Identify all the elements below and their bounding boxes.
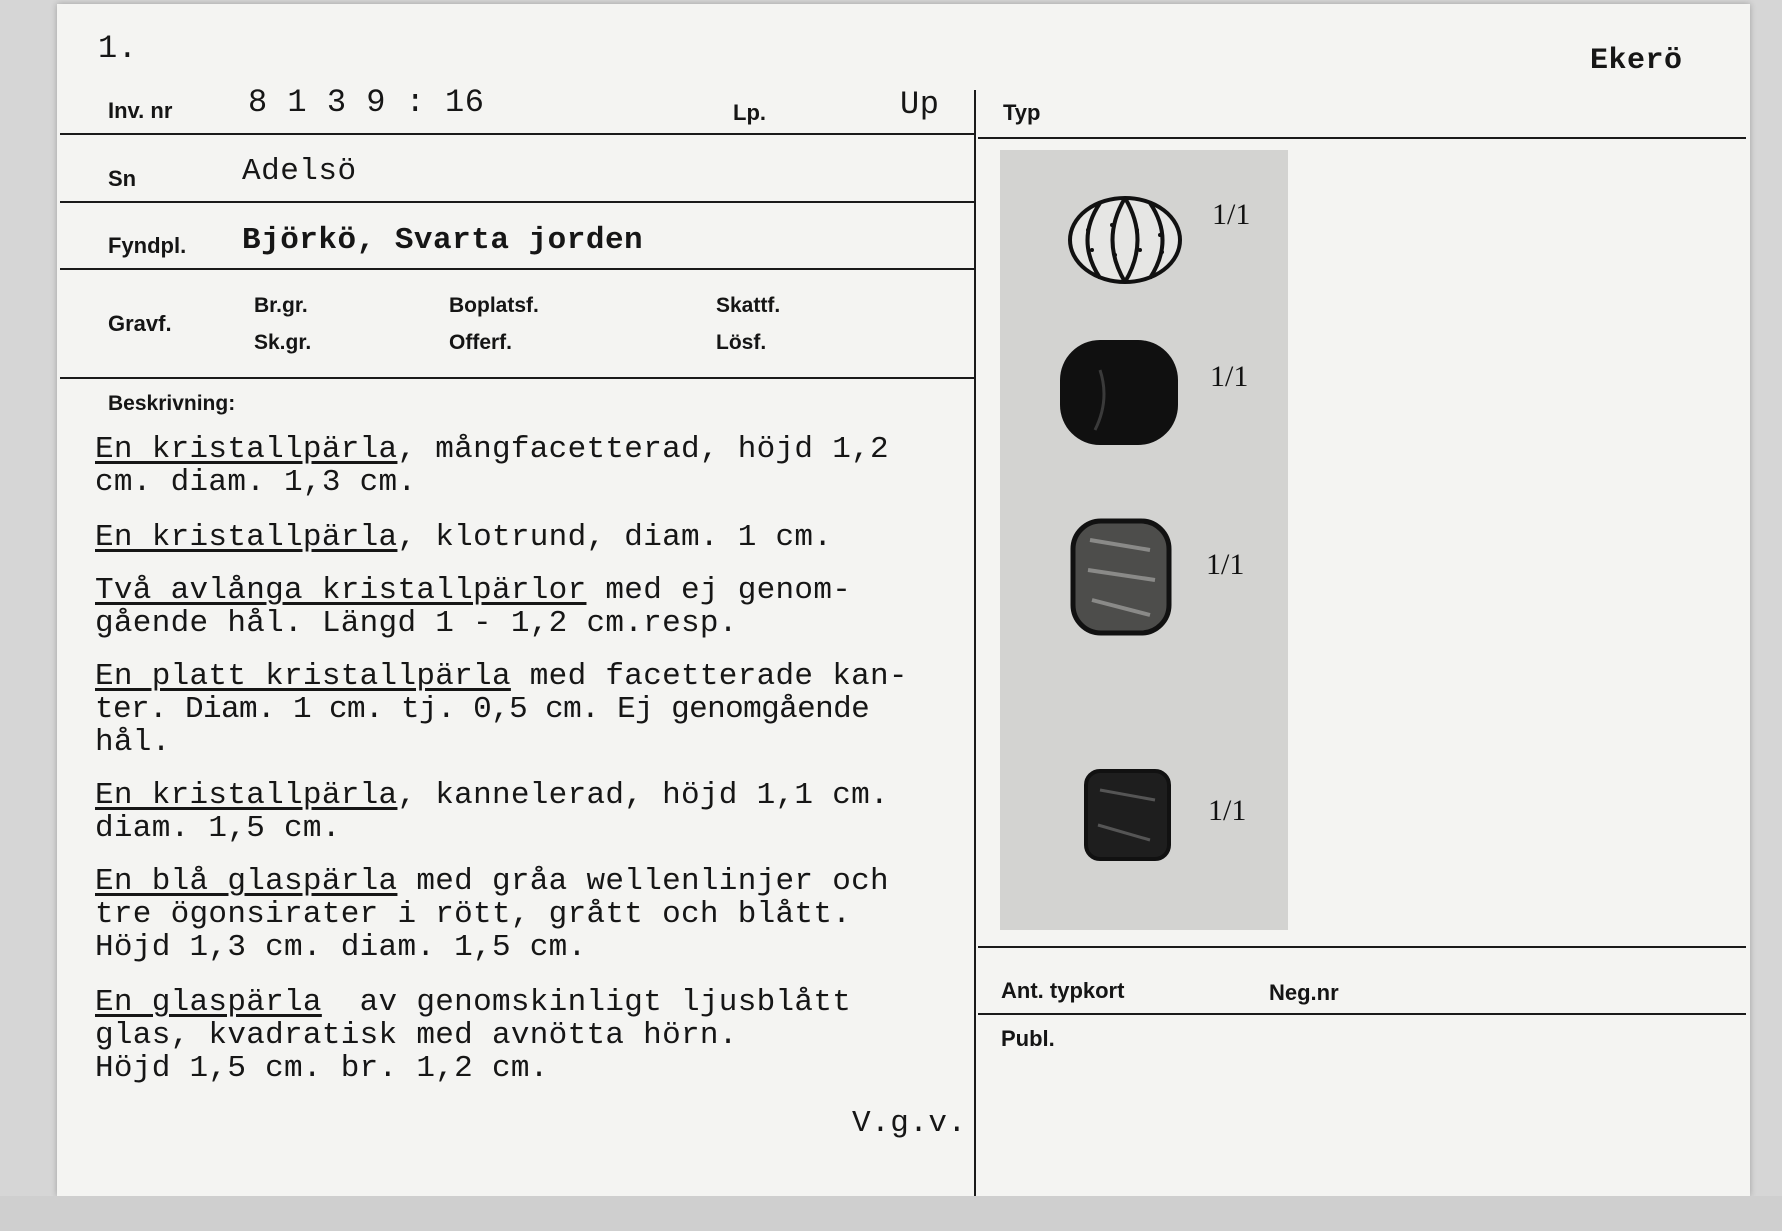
fyndpl-label: Fyndpl.	[108, 233, 187, 258]
entry-text: av genomskinligt ljusblått	[321, 985, 852, 1020]
ant-typkort-label: Ant. typkort	[1001, 978, 1125, 1003]
description-entry-4	[95, 660, 975, 759]
sk-gr-label: Sk.gr.	[254, 331, 312, 354]
entry-title: En platt kristallpärla	[95, 659, 511, 694]
entry-text: diam. 1,5 cm.	[95, 811, 341, 846]
description-entry-2	[95, 521, 975, 554]
entry-text: hål.	[95, 725, 171, 760]
description-entry-6	[95, 865, 975, 964]
scale-label-1: 1/1	[1212, 198, 1251, 231]
vgv-note: V.g.v.	[852, 1106, 967, 1141]
entry-text: glas, kvadratisk med avnötta hörn.	[95, 1018, 738, 1053]
entry-text: , mångfacetterad, höjd 1,2	[397, 432, 889, 467]
offerf-label: Offerf.	[449, 331, 512, 354]
divider	[978, 137, 1746, 139]
entry-text: , kannelerad, höjd 1,1 cm.	[397, 778, 889, 813]
fyndpl-value: Björkö, Svarta jorden	[242, 223, 644, 258]
skattf-label: Skattf.	[716, 294, 781, 317]
scale-label-2: 1/1	[1210, 360, 1249, 393]
divider	[60, 377, 975, 379]
divider	[978, 1013, 1746, 1015]
divider	[978, 946, 1746, 948]
br-gr-label: Br.gr.	[254, 294, 308, 317]
typ-label: Typ	[1003, 100, 1041, 125]
divider	[60, 268, 975, 270]
entry-text: med ej genom-	[586, 573, 852, 608]
neg-nr-label: Neg.nr	[1269, 980, 1339, 1005]
sn-value: Adelsö	[242, 154, 357, 189]
mottled-bead-drawing	[1073, 521, 1169, 633]
inv-nr-value: 8 1 3 9 : 16	[248, 84, 485, 121]
inv-nr-label: Inv. nr	[108, 98, 173, 123]
background-edge	[0, 1196, 1782, 1231]
losf-label: Lösf.	[716, 331, 767, 354]
beskrivning-label: Beskrivning:	[108, 392, 236, 415]
entry-text: tre ögonsirater i rött, grått och blått.	[95, 897, 852, 932]
entry-text: ter. Diam. 1 cm. tj. 0,5 cm. Ej genomgående	[95, 692, 870, 727]
entry-text: , klotrund, diam. 1 cm.	[397, 520, 833, 555]
province-code: Up	[900, 86, 940, 123]
entry-title: Två avlånga kristallpärlor	[95, 573, 587, 608]
scale-label-4: 1/1	[1208, 794, 1247, 827]
entry-text: cm. diam. 1,3 cm.	[95, 465, 417, 500]
dark-bead-drawing	[1060, 340, 1178, 445]
entry-text: Höjd 1,3 cm. diam. 1,5 cm.	[95, 930, 587, 965]
entry-text: med gråa wellenlinjer och	[397, 864, 889, 899]
region-name: Ekerö	[1590, 44, 1683, 78]
card-number: 1.	[98, 30, 138, 67]
description-entry-7	[95, 986, 975, 1085]
entry-title: En blå glaspärla	[95, 864, 398, 899]
scale-label-3: 1/1	[1206, 548, 1245, 581]
divider	[60, 201, 975, 203]
entry-title: En kristallpärla	[95, 778, 398, 813]
square-bead-drawing	[1086, 771, 1169, 859]
description-entry-3	[95, 574, 975, 640]
entry-title: En glaspärla	[95, 985, 322, 1020]
description-entry-1	[95, 433, 975, 499]
entry-title: En kristallpärla	[95, 520, 398, 555]
sn-label: Sn	[108, 166, 137, 191]
boplatsf-label: Boplatsf.	[449, 294, 539, 317]
gravf-label: Gravf.	[108, 311, 172, 336]
entry-text: gående hål. Längd 1 - 1,2 cm.resp.	[95, 606, 738, 641]
lp-label: Lp.	[733, 100, 766, 125]
divider	[60, 133, 975, 135]
faceted-bead-drawing	[1070, 198, 1180, 282]
description-entry-5	[95, 779, 975, 845]
entry-text: med facetterade kan-	[510, 659, 908, 694]
entry-text: Höjd 1,5 cm. br. 1,2 cm.	[95, 1051, 549, 1086]
entry-title: En kristallpärla	[95, 432, 398, 467]
publ-label: Publ.	[1001, 1026, 1055, 1051]
